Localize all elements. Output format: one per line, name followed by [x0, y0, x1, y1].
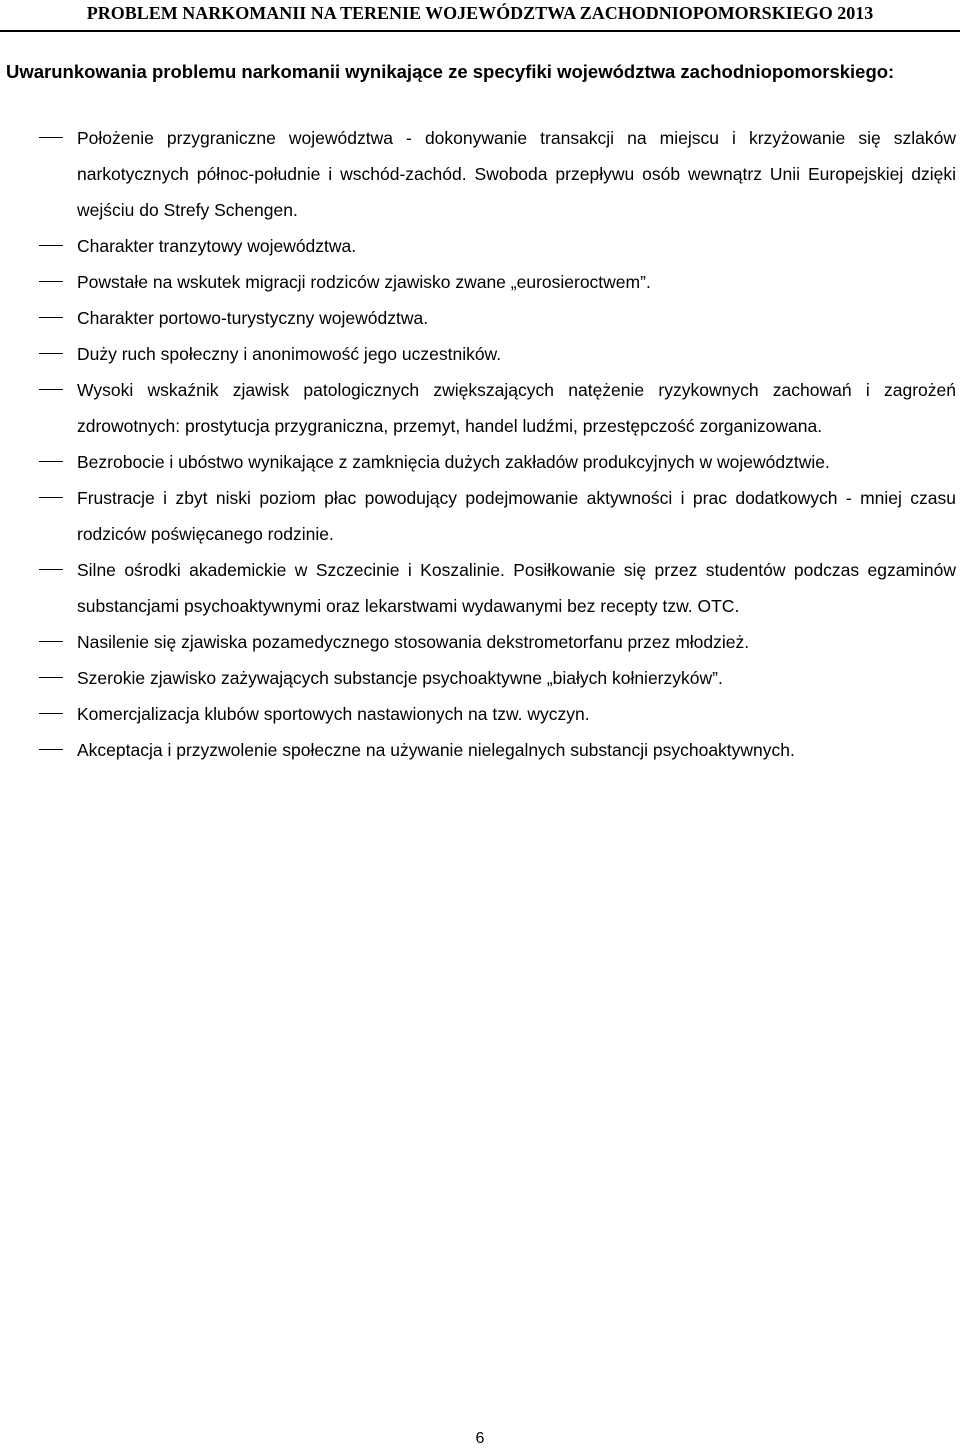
dash-bullet-icon: [39, 749, 63, 750]
section-heading: Uwarunkowania problemu narkomanii wynikające ze specyfiki województwa zachodniopomorskiego:: [6, 61, 895, 82]
conditions-list: [0, 120, 960, 768]
list-item-text: Położenie przygraniczne województwa - dokonywanie transakcji na miejscu i krzyżowanie się szlaków narkotycznych północ-południe i wschód-zachód. Swoboda przepływu osób wewnątrz Unii Europejskiej dzięki wejściu do Strefy Schengen.: [77, 128, 956, 220]
list-item: [0, 660, 960, 696]
dash-bullet-icon: [39, 713, 63, 714]
list-item: [0, 120, 960, 228]
dash-bullet-icon: [39, 353, 63, 354]
list-item-text: Akceptacja i przyzwolenie społeczne na używanie nielegalnych substancji psychoaktywnych.: [77, 740, 795, 760]
list-item-text: Szerokie zjawisko zażywających substancje psychoaktywne „białych kołnierzyków”.: [77, 668, 723, 688]
page-number: 6: [475, 1430, 485, 1447]
list-item: [0, 696, 960, 732]
header-divider: [0, 30, 960, 32]
list-item: [0, 624, 960, 660]
list-item: [0, 264, 960, 300]
list-item: [0, 732, 960, 768]
dash-bullet-icon: [39, 569, 63, 570]
list-item-text: Nasilenie się zjawiska pozamedycznego stosowania dekstrometorfanu przez młodzież.: [77, 632, 750, 652]
dash-bullet-icon: [39, 389, 63, 390]
list-item: [0, 228, 960, 264]
list-item-text: Powstałe na wskutek migracji rodziców zjawisko zwane „eurosieroctwem”.: [77, 272, 651, 292]
dash-bullet-icon: [39, 245, 63, 246]
list-item-text: Komercjalizacja klubów sportowych nastawionych na tzw. wyczyn.: [77, 704, 590, 724]
dash-bullet-icon: [39, 317, 63, 318]
running-header: PROBLEM NARKOMANII NA TERENIE WOJEWÓDZTWA ZACHODNIOPOMORSKIEGO 2013: [86, 3, 874, 23]
list-item-text: Frustracje i zbyt niski poziom płac powodujący podejmowanie aktywności i prac dodatkowych - mniej czasu rodziców poświęcanego rodzinie.: [77, 488, 956, 544]
dash-bullet-icon: [39, 641, 63, 642]
list-item-text: Bezrobocie i ubóstwo wynikające z zamknięcia dużych zakładów produkcyjnych w województwie.: [77, 452, 830, 472]
list-item: [0, 300, 960, 336]
list-item: [0, 372, 960, 444]
dash-bullet-icon: [39, 137, 63, 138]
dash-bullet-icon: [39, 677, 63, 678]
list-item-text: Wysoki wskaźnik zjawisk patologicznych zwiększających natężenie ryzykownych zachowań i zagrożeń zdrowotnych: prostytucja przygraniczna, przemyt, handel ludźmi, przestępczość zorganizowana.: [77, 380, 956, 436]
dash-bullet-icon: [39, 461, 63, 462]
list-item: [0, 552, 960, 624]
dash-bullet-icon: [39, 281, 63, 282]
list-item: [0, 444, 960, 480]
list-item: [0, 336, 960, 372]
list-item-text: Silne ośrodki akademickie w Szczecinie i Koszalinie. Posiłkowanie się przez studentów podczas egzaminów substancjami psychoaktywnymi oraz lekarstwami wydawanymi bez recepty tzw. OTC.: [77, 560, 956, 616]
list-item-text: Charakter tranzytowy województwa.: [77, 236, 357, 256]
dash-bullet-icon: [39, 497, 63, 498]
list-item: [0, 480, 960, 552]
list-item-text: Duży ruch społeczny i anonimowość jego uczestników.: [77, 344, 502, 364]
list-item-text: Charakter portowo-turystyczny województwa.: [77, 308, 429, 328]
